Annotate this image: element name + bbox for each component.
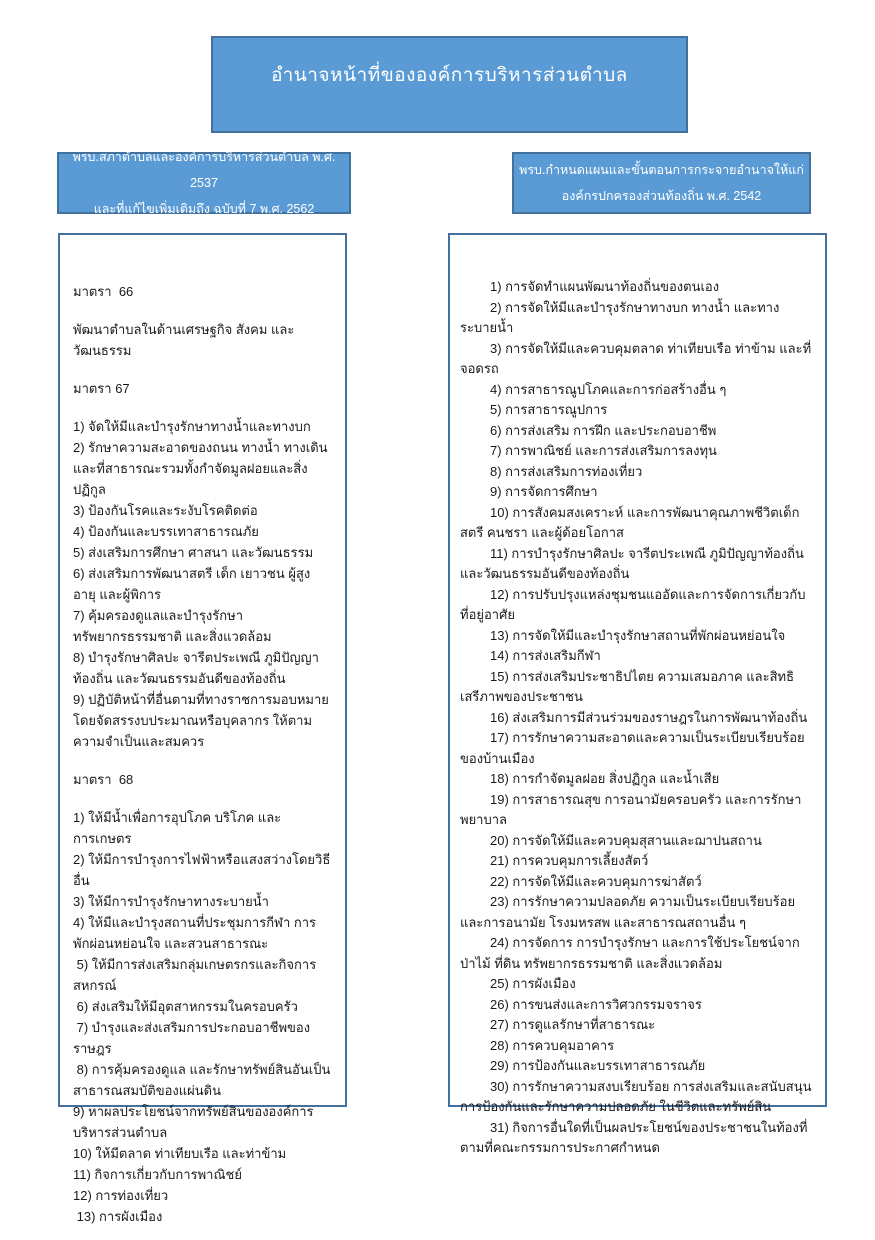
text-line: 15) การส่งเสริมประชาธิปไตย ความเสมอภาค และสิทธิเสรีภาพของประชาชน bbox=[460, 668, 795, 704]
text-line: 28) การควบคุมอาคาร bbox=[490, 1037, 615, 1053]
text-line: 4) ป้องกันและบรรเทาสาธารณภัย bbox=[73, 524, 259, 539]
text-line: 1) ให้มีน้ำเพื่อการอุปโภค บริโภค และการเกษตร bbox=[73, 810, 282, 846]
text-line bbox=[73, 302, 332, 319]
text-line: 2) การจัดให้มีและบำรุงรักษาทางบก ทางน้ำ และทางระบายน้ำ bbox=[460, 299, 780, 335]
text-line bbox=[73, 790, 332, 807]
text-line: 10) การสังคมสงเคราะห์ และการพัฒนาคุณภาพชีวิตเด็ก สตรี คนชรา และผู้ด้อยโอกาส bbox=[460, 504, 804, 540]
text-line: 3) ให้มีการบำรุงรักษาทางระบายน้ำ bbox=[73, 894, 269, 909]
text-line: 2) รักษาความสะอาดของถนน ทางน้ำ ทางเดิน และที่สาธารณะรวมทั้งกำจัดมูลฝอยและสิ่งปฏิกูล bbox=[73, 440, 332, 497]
text-line: 6) การส่งเสริม การฝึก และประกอบอาชีพ bbox=[490, 422, 717, 438]
text-line: 24) การจัดการ การบำรุงรักษา และการใช้ประโยชน์จากป่าไม้ ที่ดิน ทรัพยากรธรรมชาติ และสิ่งแวดล้อม bbox=[460, 935, 800, 971]
text-line: 5) ส่งเสริมการศึกษา ศาสนา และวัฒนธรรม bbox=[73, 545, 314, 560]
text-line: 9) หาผลประโยชน์จากทรัพย์สินขององค์การบริหารส่วนตำบล bbox=[73, 1104, 314, 1140]
left-content-panel bbox=[58, 233, 347, 1224]
left-law-header-line1: พรบ.สภาตำบลและองค์การบริหารส่วนตำบล พ.ศ. 2537 bbox=[72, 150, 336, 190]
text-line: 5) การสาธารณูปการ bbox=[490, 402, 608, 417]
text-line: 29) การป้องกันและบรรเทาสาธารณภัย bbox=[490, 1058, 706, 1073]
text-line: 3) ป้องกันโรคและระงับโรคติดต่อ bbox=[73, 503, 258, 518]
text-line: มาตรา 66 bbox=[73, 284, 134, 299]
page-title: อำนาจหน้าที่ขององค์การบริหารส่วนตำบล bbox=[271, 64, 628, 86]
text-line: 5) ให้มีการส่งเสริมกลุ่มเกษตรกรและกิจการสหกรณ์ bbox=[73, 957, 317, 993]
text-line: 12) การปรับปรุงแหล่งชุมชนแออัดและการจัดการเกี่ยวกับที่อยู่อาศัย bbox=[460, 586, 806, 622]
text-line: 9) การจัดการศึกษา bbox=[490, 484, 598, 499]
left-law-header bbox=[57, 152, 351, 214]
text-line: 9) ปฏิบัติหน้าที่อื่นตามที่ทางราชการมอบหมายโดยจัดสรรงบประมาณหรือบุคลากร ให้ตามความจำเป็นและสมควร bbox=[73, 692, 329, 749]
text-line: 1) การจัดทำแผนพัฒนาท้องถิ่นของตนเอง bbox=[490, 279, 720, 294]
text-line: มาตรา 67 bbox=[73, 381, 130, 396]
text-line: พัฒนาตำบลในด้านเศรษฐกิจ สังคม และวัฒนธรรม bbox=[73, 322, 295, 358]
text-line: 25) การผังเมือง bbox=[490, 976, 576, 991]
text-line: 27) การดูแลรักษาที่สาธารณะ bbox=[490, 1017, 656, 1032]
text-line: 31) กิจการอื่นใดที่เป็นผลประโยชน์ของประชาชนในท้องที่ตามที่คณะกรรมการประกาศกำหนด bbox=[460, 1119, 808, 1155]
text-line: 11) การบำรุงรักษาศิลปะ จารีตประเพณี ภูมิปัญญาท้องถิ่น และวัฒนธรรมอันดีของท้องถิ่น bbox=[460, 545, 808, 581]
text-line: 7) การพาณิชย์ และการส่งเสริมการลงทุน bbox=[490, 443, 717, 458]
text-line: 23) การรักษาความปลอดภัย ความเป็นระเบียบเรียบร้อย และการอนามัย โรงมหรสพ และสาธารณสถานอื่น ๆ bbox=[460, 894, 799, 930]
text-line: 30) การรักษาความสงบเรียบร้อย การส่งเสริมและสนับสนุนการป้องกันและรักษาความปลอดภัย ในชีวิตและทรัพย์สิน bbox=[460, 1078, 812, 1114]
text-line: มาตรา 68 bbox=[73, 772, 134, 787]
right-law-header-line1: พรบ.กำหนดแผนและขั้นตอนการกระจายอำนาจให้แก่ bbox=[519, 163, 804, 177]
text-line: 13) การผังเมือง bbox=[73, 1209, 163, 1224]
text-line: 4) การสาธารณูปโภคและการก่อสร้างอื่น ๆ bbox=[490, 381, 727, 397]
text-line: 8) การคุ้มครองดูแล และรักษาทรัพย์สินอันเป็นสาธารณสมบัติของแผ่นดิน bbox=[73, 1062, 331, 1098]
text-line: 16) ส่งเสริมการมีส่วนร่วมของราษฎรในการพัฒนาท้องถิ่น bbox=[490, 709, 808, 725]
text-line bbox=[73, 361, 332, 378]
text-line: 3) การจัดให้มีและควบคุมตลาด ท่าเทียบเรือ ท่าข้าม และที่จอดรถ bbox=[460, 340, 812, 376]
text-line: 14) การส่งเสริมกีฬา bbox=[490, 648, 601, 663]
text-line: 8) การส่งเสริมการท่องเที่ยว bbox=[490, 463, 643, 479]
left-law-header-line2: และที่แก้ไขเพิ่มเติมถึง ฉบับที่ 7 พ.ศ. 2562 bbox=[93, 202, 315, 216]
text-line: 20) การจัดให้มีและควบคุมสุสานและฌาปนสถาน bbox=[490, 832, 762, 848]
text-line: 6) ส่งเสริมให้มีอุตสาหกรรมในครอบครัว bbox=[73, 999, 298, 1014]
text-line: 17) การรักษาความสะอาดและความเป็นระเบียบเรียบร้อยของบ้านเมือง bbox=[460, 730, 805, 766]
text-line: 21) การควบคุมการเลี้ยงสัตว์ bbox=[490, 853, 649, 868]
text-line: 10) ให้มีตลาด ท่าเทียบเรือ และท่าข้าม bbox=[73, 1146, 287, 1161]
text-line: 4) ให้มีและบำรุงสถานที่ประชุมการกีฬา การพักผ่อนหย่อนใจ และสวนสาธารณะ bbox=[73, 915, 317, 951]
text-line bbox=[73, 399, 332, 416]
text-line: 7) บำรุงและส่งเสริมการประกอบอาชีพของราษฎร bbox=[73, 1020, 311, 1056]
text-line: 18) การกำจัดมูลฝอย สิ่งปฏิกูล และน้ำเสีย bbox=[490, 771, 720, 786]
text-line: 2) ให้มีการบำรุงการไฟฟ้าหรือแสงสว่างโดยวิธีอื่น bbox=[73, 852, 331, 888]
text-line: 19) การสาธารณสุข การอนามัยครอบครัว และการรักษาพยาบาล bbox=[460, 791, 802, 827]
text-line: 8) บำรุงรักษาศิลปะ จารีตประเพณี ภูมิปัญญาท้องถิ่น และวัฒนธรรมอันดีของท้องถิ่น bbox=[73, 650, 319, 686]
text-line: 1) จัดให้มีและบำรุงรักษาทางน้ำและทางบก bbox=[73, 419, 311, 434]
text-line bbox=[73, 752, 332, 769]
text-line: 11) กิจการเกี่ยวกับการพาณิชย์ bbox=[73, 1167, 242, 1182]
text-line: 13) การจัดให้มีและบำรุงรักษาสถานที่พักผ่อนหย่อนใจ bbox=[490, 627, 786, 643]
title-banner bbox=[211, 36, 688, 133]
text-line: 22) การจัดให้มีและควบคุมการฆ่าสัตว์ bbox=[490, 873, 702, 889]
text-line: 12) การท่องเที่ยว bbox=[73, 1188, 169, 1203]
right-law-header-line2: องค์กรปกครองส่วนท้องถิ่น พ.ศ. 2542 bbox=[561, 189, 762, 203]
text-line: 26) การขนส่งและการวิศวกรรมจราจร bbox=[490, 996, 702, 1012]
right-content-panel bbox=[448, 233, 827, 1155]
right-law-header bbox=[512, 152, 811, 214]
text-line: 6) ส่งเสริมการพัฒนาสตรี เด็ก เยาวชน ผู้สูงอายุ และผู้พิการ bbox=[73, 566, 311, 602]
text-line: 7) คุ้มครองดูแลและบำรุงรักษาทรัพยากรธรรมชาติ และสิ่งแวดล้อม bbox=[73, 608, 272, 644]
